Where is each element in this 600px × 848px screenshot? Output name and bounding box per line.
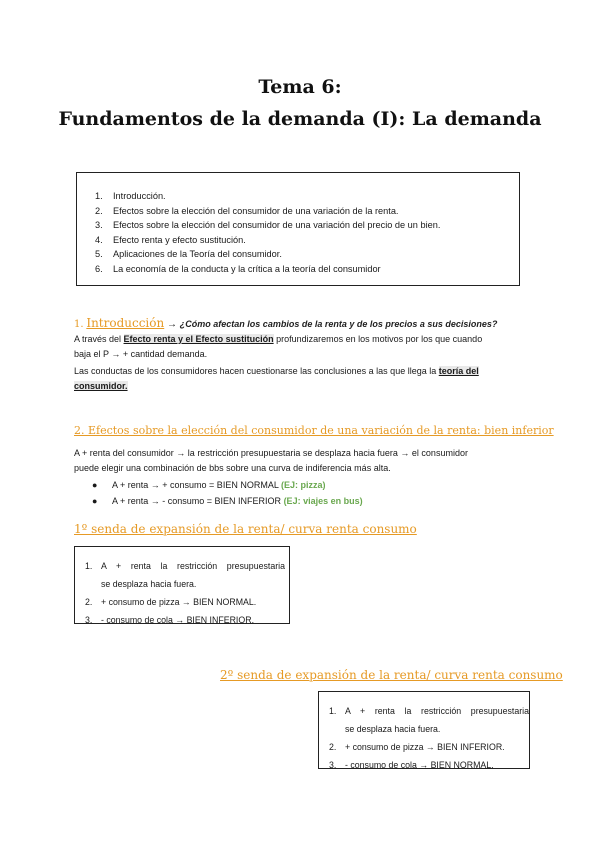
senda-1-box <box>74 546 290 624</box>
senda-2-box <box>318 691 530 769</box>
bullet-item: ● A + renta → - consumo = BIEN INFERIOR (EJ: viajes en bus) <box>92 496 363 506</box>
toc-item: 6. La economía de la conducta y la crítica a la teoría del consumidor <box>95 263 381 274</box>
bullet-icon: ● <box>92 496 98 506</box>
section-1-question: ¿Cómo afectan los cambios de la renta y de los precios a sus decisiones? <box>179 319 498 329</box>
section-1-heading <box>74 316 497 330</box>
list-item: 2. + consumo de pizza → BIEN INFERIOR. <box>329 742 505 752</box>
senda-2-heading: 2º senda de expansión de la renta/ curva renta consumo <box>220 668 563 682</box>
section-1-paragraph-2: Las conductas de los consumidores hacen cuestionarse las conclusiones a las que llega la teoría del consumidor. <box>74 366 479 391</box>
toc-item: 1. Introducción. <box>95 191 166 201</box>
section-2-heading: 2. Efectos sobre la elección del consumidor de una variación de la renta: bien inferior <box>74 424 554 437</box>
section-1-title: Introducción <box>86 316 165 330</box>
table-of-contents <box>76 172 520 286</box>
toc-item: 5. Aplicaciones de la Teoría del consumidor. <box>95 249 282 260</box>
section-2-paragraph: A + renta del consumidor → la restricción presupuestaria se desplaza hacia fuera → el consumidor puede elegir una combinación de bbs sobre una curva de indiferencia más alta. <box>74 448 468 473</box>
toc-item: 4. Efecto renta y efecto sustitución. <box>95 234 246 245</box>
bullet-icon: ● <box>92 480 98 490</box>
bullet-item: ● A + renta → + consumo = BIEN NORMAL (EJ: pizza) <box>92 480 326 490</box>
list-item: 2. + consumo de pizza → BIEN NORMAL. <box>85 597 257 607</box>
page-subtitle: Fundamentos de la demanda (I): La demanda <box>58 108 542 130</box>
list-item: 3. - consumo de cola → BIEN INFERIOR. <box>85 615 255 625</box>
list-item: 1. A + renta la restricción presupuestaria se desplaza hacia fuera. <box>85 561 285 589</box>
section-1-number: 1. <box>74 319 84 330</box>
highlight-efecto-renta: Efecto renta y el Efecto sustitución <box>123 334 274 344</box>
senda-1-heading: 1º senda de expansión de la renta/ curva renta consumo <box>74 522 417 536</box>
section-1-paragraph-1: A través del Efecto renta y el Efecto sustitución profundizaremos en los motivos por los que cuando baja el P → + cantidad demanda. <box>74 334 483 359</box>
highlight-teoria: teoría del <box>438 366 479 376</box>
page-title: Tema 6: <box>258 76 342 98</box>
toc-item: 2. Efectos sobre la elección del consumidor de una variación de la renta. <box>95 205 399 216</box>
arrow-icon: → <box>167 319 178 330</box>
list-item: 1. A + renta la restricción presupuestaria se desplaza hacia fuera. <box>329 706 529 734</box>
list-item: 3. - consumo de cola → BIEN NORMAL. <box>329 760 494 770</box>
toc-item: 3. Efectos sobre la elección del consumidor de una variación del precio de un bien. <box>95 220 441 231</box>
